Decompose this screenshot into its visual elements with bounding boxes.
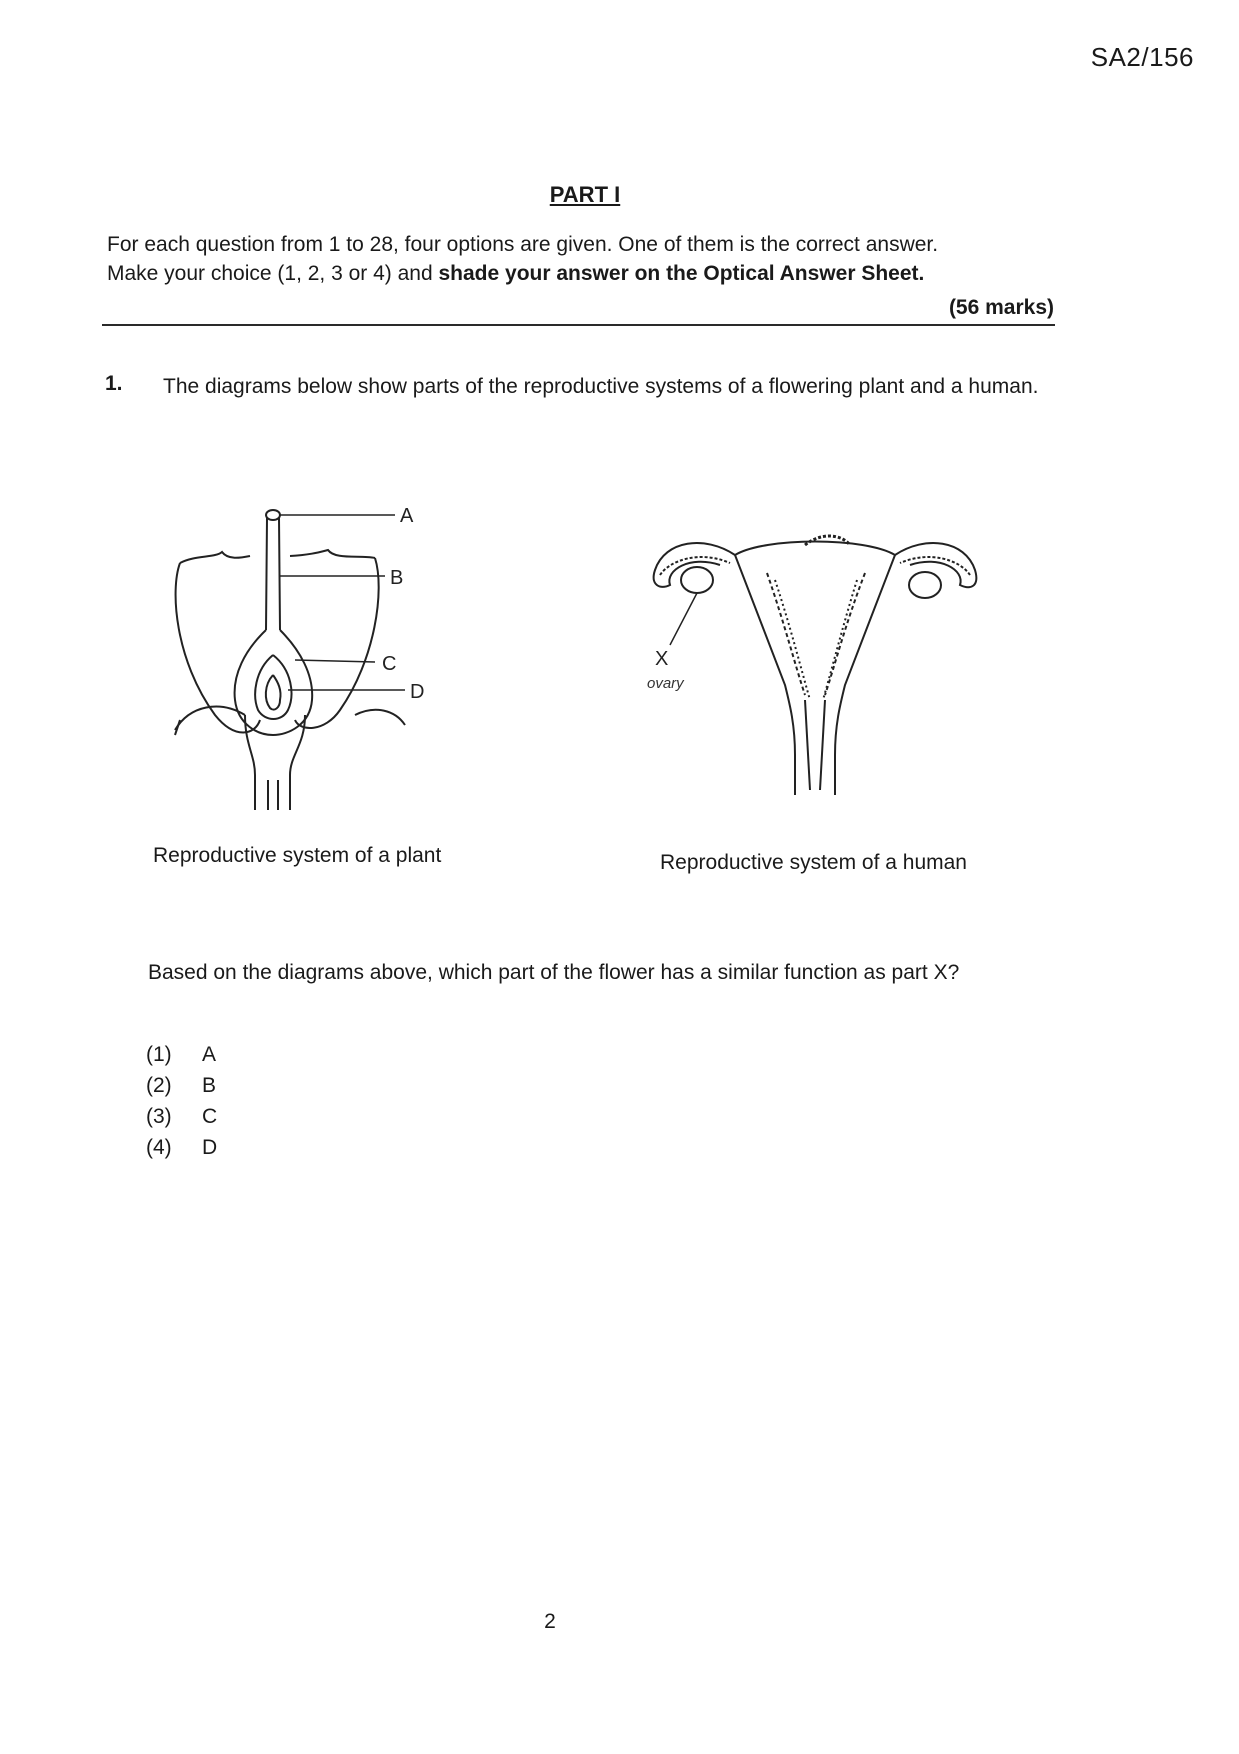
option-text: A bbox=[202, 1043, 217, 1066]
page-number: 2 bbox=[544, 1610, 556, 1633]
petal-outline-right bbox=[295, 558, 379, 728]
left-fallopian-tube bbox=[654, 543, 735, 587]
label-d: D bbox=[410, 681, 425, 703]
instructions-line-1: For each question from 1 to 28, four options are given. One of them is the correct answer. bbox=[107, 233, 939, 256]
caption-plant: Reproductive system of a plant bbox=[153, 844, 442, 867]
instructions-line-2-start: Make your choice (1, 2, 3 or 4) and bbox=[107, 262, 439, 285]
uterus bbox=[735, 542, 895, 796]
option-1[interactable] bbox=[146, 1043, 216, 1067]
part-title: PART I bbox=[549, 182, 621, 207]
instructions-line-2-bold: shade your answer on the Optical Answer Sheet. bbox=[438, 262, 925, 285]
option-number: (1) bbox=[146, 1043, 172, 1066]
option-2[interactable] bbox=[146, 1074, 216, 1098]
divider-rule bbox=[102, 324, 1055, 326]
left-ovary bbox=[681, 567, 713, 593]
style bbox=[266, 518, 280, 630]
human-reproductive-diagram bbox=[645, 525, 985, 835]
option-number: (4) bbox=[146, 1136, 172, 1159]
label-b: B bbox=[390, 567, 404, 589]
label-c: C bbox=[382, 653, 397, 675]
option-text: B bbox=[202, 1074, 217, 1097]
option-number: (3) bbox=[146, 1105, 172, 1128]
instructions-line-2 bbox=[107, 259, 1057, 288]
question-stem: Based on the diagrams above, which part of the flower has a similar function as part X? bbox=[148, 961, 960, 984]
right-ovary bbox=[909, 572, 941, 598]
option-text: D bbox=[202, 1136, 218, 1159]
plant-reproductive-diagram bbox=[160, 500, 500, 820]
caption-human: Reproductive system of a human bbox=[660, 851, 967, 874]
option-3[interactable] bbox=[146, 1105, 217, 1129]
stigma bbox=[266, 510, 280, 520]
option-text: C bbox=[202, 1105, 218, 1128]
option-number: (2) bbox=[146, 1074, 172, 1097]
label-a: A bbox=[400, 505, 414, 527]
question-text: The diagrams below show parts of the reproductive systems of a flowering plant and a human. bbox=[163, 375, 1039, 398]
paper-code: SA2/156 bbox=[1090, 42, 1194, 72]
total-marks: (56 marks) bbox=[948, 296, 1054, 319]
label-x: X bbox=[655, 648, 669, 670]
question-number: 1. bbox=[105, 372, 123, 395]
right-fallopian-tube bbox=[895, 543, 976, 587]
handwritten-note: ovary bbox=[647, 675, 684, 692]
option-4[interactable] bbox=[146, 1136, 217, 1160]
